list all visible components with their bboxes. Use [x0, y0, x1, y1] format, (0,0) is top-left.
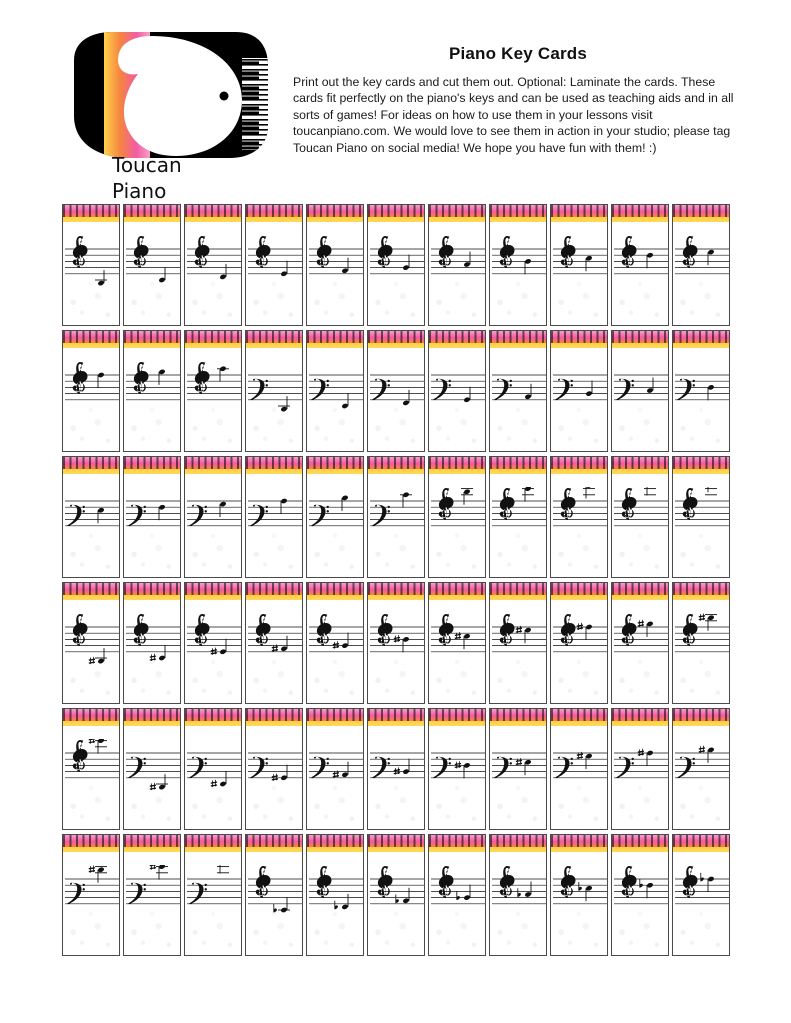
key-card[interactable]: [306, 582, 364, 704]
card-keyboard-strip: [673, 835, 729, 852]
card-notation: [124, 613, 180, 673]
card-notation: [307, 361, 363, 421]
card-notation: [307, 739, 363, 799]
card-notation: [551, 235, 607, 295]
card-notation: [429, 865, 485, 925]
card-keyboard-strip: [551, 205, 607, 222]
card-notation: [429, 487, 485, 547]
card-keyboard-strip: [307, 331, 363, 348]
card-notation: [673, 865, 729, 925]
card-keyboard-strip: [612, 457, 668, 474]
card-notation: [612, 361, 668, 421]
card-row: [62, 330, 730, 452]
card-row: [62, 582, 730, 704]
key-card[interactable]: [672, 204, 730, 326]
key-card[interactable]: [489, 834, 547, 956]
card-notation: [124, 865, 180, 925]
card-keyboard-strip: [124, 331, 180, 348]
card-keyboard-strip: [63, 709, 119, 726]
card-keyboard-strip: [368, 205, 424, 222]
key-card[interactable]: [489, 204, 547, 326]
card-notation: [490, 739, 546, 799]
card-keyboard-strip: [246, 583, 302, 600]
key-card[interactable]: [62, 456, 120, 578]
key-card[interactable]: [62, 330, 120, 452]
card-keyboard-strip: [63, 331, 119, 348]
card-notation: [185, 613, 241, 673]
key-card[interactable]: [367, 708, 425, 830]
key-card[interactable]: [245, 456, 303, 578]
card-notation: [612, 487, 668, 547]
card-keyboard-strip: [429, 457, 485, 474]
card-keyboard-strip: [490, 457, 546, 474]
key-card[interactable]: [123, 834, 181, 956]
card-keyboard-strip: [124, 709, 180, 726]
card-keyboard-strip: [551, 331, 607, 348]
page-header: [0, 0, 791, 203]
key-card[interactable]: [611, 582, 669, 704]
card-keyboard-strip: [124, 205, 180, 222]
card-keyboard-strip: [246, 205, 302, 222]
card-keyboard-strip: [63, 583, 119, 600]
key-card[interactable]: [62, 204, 120, 326]
card-notation: [63, 361, 119, 421]
brand-word-piano: Piano: [112, 179, 167, 203]
card-notation: [368, 235, 424, 295]
card-keyboard-strip: [307, 583, 363, 600]
card-notation: [185, 235, 241, 295]
key-card[interactable]: [306, 834, 364, 956]
key-card[interactable]: [367, 204, 425, 326]
key-card[interactable]: [428, 582, 486, 704]
key-card[interactable]: [611, 204, 669, 326]
key-card[interactable]: [306, 456, 364, 578]
card-notation: [185, 361, 241, 421]
key-card[interactable]: [123, 204, 181, 326]
key-card[interactable]: [367, 456, 425, 578]
card-keyboard-strip: [429, 331, 485, 348]
card-keyboard-strip: [673, 457, 729, 474]
card-keyboard-strip: [63, 205, 119, 222]
key-card[interactable]: [62, 708, 120, 830]
key-card[interactable]: [611, 834, 669, 956]
key-card[interactable]: [123, 582, 181, 704]
card-notation: [612, 865, 668, 925]
card-notation: [673, 487, 729, 547]
card-notation: [124, 739, 180, 799]
card-notation: [185, 739, 241, 799]
card-notation: [246, 361, 302, 421]
card-keyboard-strip: [673, 205, 729, 222]
brand-logo: [60, 30, 275, 203]
card-notation: [63, 487, 119, 547]
card-keyboard-strip: [185, 457, 241, 474]
card-keyboard-strip: [429, 709, 485, 726]
card-notation: [185, 865, 241, 925]
key-card[interactable]: [428, 330, 486, 452]
card-keyboard-strip: [612, 709, 668, 726]
card-keyboard-strip: [673, 583, 729, 600]
card-keyboard-strip: [673, 331, 729, 348]
key-card[interactable]: [672, 330, 730, 452]
card-notation: [307, 235, 363, 295]
card-row: [62, 204, 730, 326]
card-notation: [429, 613, 485, 673]
key-card[interactable]: [123, 708, 181, 830]
card-keyboard-strip: [246, 331, 302, 348]
card-row: [62, 834, 730, 956]
key-card[interactable]: [367, 330, 425, 452]
card-keyboard-strip: [551, 709, 607, 726]
key-card[interactable]: [245, 204, 303, 326]
key-card[interactable]: [123, 456, 181, 578]
key-card[interactable]: [428, 204, 486, 326]
card-notation: [490, 613, 546, 673]
card-keyboard-strip: [490, 205, 546, 222]
card-keyboard-strip: [246, 709, 302, 726]
card-keyboard-strip: [551, 583, 607, 600]
card-notation: [551, 487, 607, 547]
grand-piano-logo-icon: [66, 30, 271, 160]
card-keyboard-strip: [612, 583, 668, 600]
key-card[interactable]: [367, 834, 425, 956]
card-keyboard-strip: [246, 835, 302, 852]
key-card[interactable]: [245, 582, 303, 704]
card-keyboard-strip: [612, 835, 668, 852]
title-block: [293, 44, 743, 156]
key-card[interactable]: [428, 708, 486, 830]
card-keyboard-strip: [368, 331, 424, 348]
card-notation: [551, 361, 607, 421]
card-notation: [246, 235, 302, 295]
key-card[interactable]: [550, 708, 608, 830]
key-card[interactable]: [550, 456, 608, 578]
key-card[interactable]: [489, 582, 547, 704]
card-notation: [368, 361, 424, 421]
card-notation: [368, 865, 424, 925]
page-title: Piano Key Cards: [448, 44, 588, 63]
key-card[interactable]: [428, 456, 486, 578]
key-card[interactable]: [672, 708, 730, 830]
key-card[interactable]: [184, 834, 242, 956]
card-notation: [551, 613, 607, 673]
card-keyboard-strip: [307, 709, 363, 726]
card-keyboard-strip: [368, 583, 424, 600]
card-keyboard-strip: [673, 709, 729, 726]
key-card[interactable]: [672, 456, 730, 578]
key-card[interactable]: [489, 456, 547, 578]
card-notation: [490, 235, 546, 295]
card-notation: [551, 865, 607, 925]
card-notation: [63, 613, 119, 673]
key-card[interactable]: [184, 204, 242, 326]
card-keyboard-strip: [63, 835, 119, 852]
card-notation: [490, 361, 546, 421]
card-notation: [246, 865, 302, 925]
card-notation: [246, 487, 302, 547]
key-cards-grid: [62, 204, 730, 960]
card-notation: [63, 739, 119, 799]
key-card[interactable]: [123, 330, 181, 452]
card-notation: [429, 739, 485, 799]
key-card[interactable]: [306, 204, 364, 326]
card-notation: [368, 613, 424, 673]
key-card[interactable]: [245, 708, 303, 830]
brand-word-toucan: Toucan: [112, 153, 182, 177]
card-keyboard-strip: [429, 835, 485, 852]
card-notation: [612, 739, 668, 799]
card-notation: [612, 235, 668, 295]
key-card[interactable]: [489, 708, 547, 830]
card-keyboard-strip: [185, 205, 241, 222]
card-row: [62, 456, 730, 578]
card-keyboard-strip: [368, 835, 424, 852]
card-keyboard-strip: [124, 835, 180, 852]
key-card[interactable]: [672, 582, 730, 704]
card-keyboard-strip: [63, 457, 119, 474]
key-card[interactable]: [611, 708, 669, 830]
key-card[interactable]: [550, 330, 608, 452]
card-keyboard-strip: [246, 457, 302, 474]
key-card[interactable]: [184, 582, 242, 704]
card-notation: [124, 235, 180, 295]
card-notation: [63, 235, 119, 295]
key-card[interactable]: [306, 330, 364, 452]
key-card[interactable]: [672, 834, 730, 956]
card-keyboard-strip: [490, 835, 546, 852]
card-notation: [307, 613, 363, 673]
card-keyboard-strip: [185, 583, 241, 600]
card-keyboard-strip: [612, 205, 668, 222]
card-notation: [124, 361, 180, 421]
key-card[interactable]: [245, 834, 303, 956]
key-card[interactable]: [489, 330, 547, 452]
card-notation: [429, 235, 485, 295]
card-keyboard-strip: [124, 457, 180, 474]
card-keyboard-strip: [490, 331, 546, 348]
card-notation: [429, 361, 485, 421]
card-notation: [124, 487, 180, 547]
card-keyboard-strip: [185, 709, 241, 726]
card-notation: [673, 361, 729, 421]
card-keyboard-strip: [307, 835, 363, 852]
card-notation: [246, 613, 302, 673]
card-keyboard-strip: [490, 583, 546, 600]
card-keyboard-strip: [307, 205, 363, 222]
key-card[interactable]: [184, 330, 242, 452]
key-card[interactable]: [428, 834, 486, 956]
card-keyboard-strip: [551, 835, 607, 852]
card-notation: [185, 487, 241, 547]
card-keyboard-strip: [490, 709, 546, 726]
card-keyboard-strip: [612, 331, 668, 348]
key-card[interactable]: [550, 834, 608, 956]
card-keyboard-strip: [368, 709, 424, 726]
card-keyboard-strip: [185, 835, 241, 852]
card-notation: [307, 487, 363, 547]
card-keyboard-strip: [185, 331, 241, 348]
card-notation: [307, 865, 363, 925]
card-notation: [368, 739, 424, 799]
card-notation: [490, 487, 546, 547]
key-card[interactable]: [367, 582, 425, 704]
card-notation: [673, 613, 729, 673]
card-row: [62, 708, 730, 830]
key-card[interactable]: [62, 582, 120, 704]
card-notation: [490, 865, 546, 925]
brand-wordmark: [112, 152, 262, 204]
key-card[interactable]: [611, 456, 669, 578]
key-card[interactable]: [611, 330, 669, 452]
card-notation: [63, 865, 119, 925]
card-notation: [673, 235, 729, 295]
card-keyboard-strip: [124, 583, 180, 600]
intro-paragraph: Print out the key cards and cut them out. Optional: Laminate the cards. These cards fit perfectly on the piano's keys and can be used as teaching aids and in all sorts of games! For ideas on how to use them in your lessons visit toucanpiano.com. We would love to see them in action in your studio; please tag Toucan Piano on social media! We hope you have fun with them! :): [293, 75, 734, 155]
card-notation: [551, 739, 607, 799]
card-notation: [246, 739, 302, 799]
card-keyboard-strip: [429, 205, 485, 222]
card-keyboard-strip: [368, 457, 424, 474]
key-card[interactable]: [184, 708, 242, 830]
card-keyboard-strip: [551, 457, 607, 474]
card-keyboard-strip: [307, 457, 363, 474]
card-keyboard-strip: [429, 583, 485, 600]
key-card[interactable]: [62, 834, 120, 956]
card-notation: [368, 487, 424, 547]
key-card[interactable]: [184, 456, 242, 578]
key-card[interactable]: [306, 708, 364, 830]
card-notation: [612, 613, 668, 673]
key-card[interactable]: [550, 204, 608, 326]
key-card[interactable]: [550, 582, 608, 704]
card-notation: [673, 739, 729, 799]
key-card[interactable]: [245, 330, 303, 452]
